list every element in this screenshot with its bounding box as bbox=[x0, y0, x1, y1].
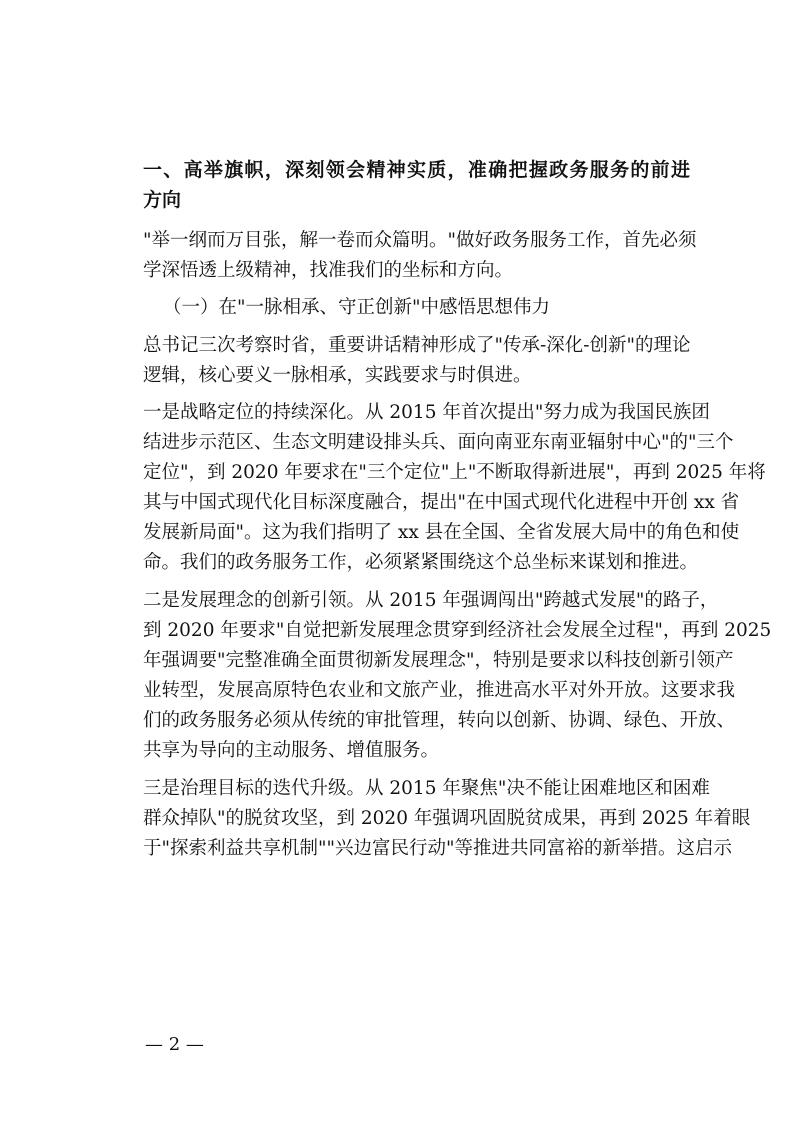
page-number: — 2 — bbox=[145, 1034, 204, 1055]
paragraph-line: 其与中国式现代化目标深度融合，提出"在中国式现代化进程中开创 xx 省 bbox=[143, 492, 740, 513]
paragraph-line: 到 2020 年要求"自觉把新发展理念贯穿到经济社会发展全过程"，再到 2025 bbox=[143, 620, 772, 641]
paragraph-line: 总书记三次考察时省，重要讲话精神形成了"传承-深化-创新"的理论 bbox=[143, 335, 691, 356]
paragraph-line: 共享为导向的主动服务、增值服务。 bbox=[143, 740, 440, 761]
section-heading-line-1: 一、高举旗帜，深刻领会精神实质，准确把握政务服务的前进 bbox=[143, 159, 690, 181]
section-heading-line-2: 方向 bbox=[143, 189, 182, 211]
paragraph-line: 三是治理目标的迭代升级。从 2015 年聚焦"决不能让困难地区和困难 bbox=[143, 778, 710, 799]
paragraph-line: 结进步示范区、生态文明建设排头兵、面向南亚东南亚辐射中心"的"三个 bbox=[143, 432, 734, 453]
intro-line: 学深悟透上级精神，找准我们的坐标和方向。 bbox=[143, 260, 514, 281]
paragraph-line: 定位"，到 2020 年要求在"三个定位"上"不断取得新进展"，再到 2025 年将 bbox=[143, 462, 766, 483]
paragraph-line: 们的政务服务必须从传统的审批管理，转向以创新、协调、绿色、开放、 bbox=[143, 710, 736, 731]
paragraph-line: 群众掉队"的脱贫攻坚，到 2020 年强调巩固脱贫成果，再到 2025 年着眼 bbox=[143, 808, 751, 829]
intro-line: "举一纲而万目张，解一卷而众篇明。"做好政务服务工作，首先必须 bbox=[143, 230, 697, 251]
paragraph-line: 逻辑，核心要义一脉相承，实践要求与时俱进。 bbox=[143, 365, 532, 386]
paragraph-line: 年强调要"完整准确全面贯彻新发展理念"，特别是要求以科技创新引领产 bbox=[143, 650, 734, 671]
paragraph-line: 命。我们的政务服务工作，必须紧紧围绕这个总坐标来谋划和推进。 bbox=[143, 552, 699, 573]
paragraph-line: 业转型，发展高原特色农业和文旅产业，推进高水平对外开放。这要求我 bbox=[143, 680, 736, 701]
subheading: （一）在"一脉相承、守正创新"中感悟思想伟力 bbox=[163, 297, 551, 318]
paragraph-line: 一是战略定位的持续深化。从 2015 年首次提出"努力成为我国民族团 bbox=[143, 402, 710, 423]
paragraph-line: 于"探索利益共享机制""兴边富民行动"等推进共同富裕的新举措。这启示 bbox=[143, 838, 733, 859]
paragraph-line: 二是发展理念的创新引领。从 2015 年强调闯出"跨越式发展"的路子， bbox=[143, 590, 719, 611]
paragraph-line: 发展新局面"。这为我们指明了 xx 县在全国、全省发展大局中的角色和使 bbox=[143, 522, 740, 543]
